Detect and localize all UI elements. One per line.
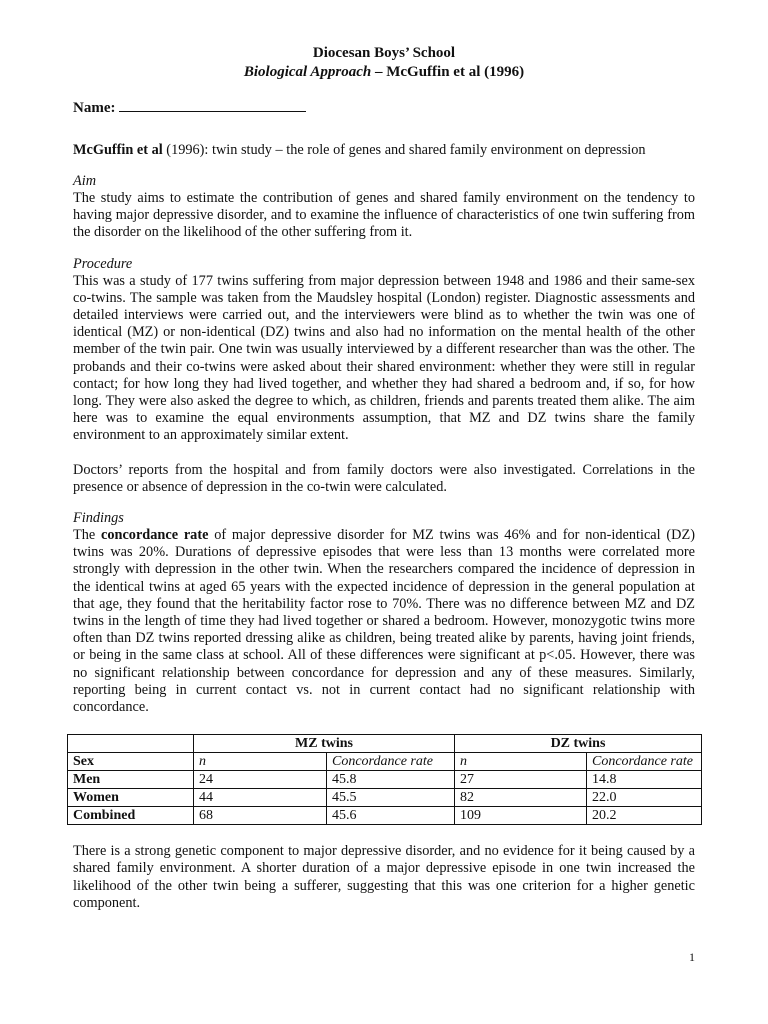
mz-rate-cell: 45.6: [327, 807, 455, 825]
procedure-section: [73, 256, 695, 496]
study-description: (1996): twin study – the role of genes and shared family environment on depression: [162, 142, 646, 158]
findings-paragraph: [73, 527, 695, 716]
mz-rate-cell: 45.5: [327, 789, 455, 807]
table-row: [68, 789, 702, 807]
subtitle-study: – McGuffin et al (1996): [371, 64, 525, 80]
sex-cell: Combined: [68, 807, 194, 825]
table-group-header: [68, 735, 702, 753]
document-subtitle: [73, 63, 695, 82]
concordance-term: concordance rate: [101, 527, 209, 544]
mz-n-cell: 24: [194, 771, 327, 789]
conclusion-paragraph: There is a strong genetic component to major depressive disorder, and no evidence for it being caused by a shared family environment. A shorter duration of a major depressive episode in one twin increased the likelihood of the other twin being a sufferer, suggesting that this was one criterion for a higher genetic component.: [73, 843, 695, 911]
sex-cell: Women: [68, 789, 194, 807]
study-intro: [73, 142, 695, 159]
dz-n-cell: 27: [455, 771, 587, 789]
procedure-paragraph-1: This was a study of 177 twins suffering from major depression between 1948 and 1986 and their same-sex co-twins. The sample was taken from the Maudsley hospital (London) register. Diagnostic assessments and detailed interviews were carried out, and the interviewers were blind as to whether the twin was one of identical (MZ) or non-identical (DZ) twins and also had no information on the mental health of the other member of the twin pair. One twin was usually interviewed by a different researcher than was the other. The probands and their co-twins were asked about their shared environment: whether they were still in regular contact; for how long they had lived together, and whether they had shared a bedroom and, if so, for how long. They were also asked the degree to which, as children, friends and parents treated them alike. The aim here was to examine the equal environments assumption, that MZ and DZ twins share the family environment to an approximately similar extent.: [73, 272, 695, 444]
sex-cell: Men: [68, 771, 194, 789]
dz-n-cell: 82: [455, 789, 587, 807]
sex-column-header: Sex: [68, 753, 194, 771]
study-author: McGuffin et al: [73, 142, 163, 158]
aim-heading: Aim: [73, 173, 97, 189]
mz-group-header: MZ twins: [194, 735, 455, 753]
findings-section: [73, 510, 695, 716]
procedure-heading: Procedure: [73, 255, 133, 272]
aim-section: [73, 173, 695, 242]
dz-rate-cell: 20.2: [587, 807, 702, 825]
document-header: [73, 0, 695, 82]
findings-text: of major depressive disorder for MZ twins was 46% and for non-identical (DZ) twins was 20%. Durations of depressive episodes that were less than 13 months were correlated more strongly with depression in the other twin. When the researchers compared the incidence of depression in the identical twins at aged 65 years with the expected incidence of depression in the general population at that age, they found that the heritability factor rose to 70%. There was no difference between MZ and DZ twins in the length of time they had lived together or shared a bedroom. However, monozygotic twins more often than DZ twins reported dressing alike as children, being treated alike by parents, having joint friends, or being in the same class at school. All of these differences were significant at p<.05. However, there was no significant relationship between concordance for depression and any of these measures. Similarly, reporting being in current contact vs. not in current contact had no significant relationship with concordance.: [73, 527, 695, 716]
table-corner-cell: [68, 735, 194, 753]
table-row: [68, 771, 702, 789]
dz-rate-cell: 22.0: [587, 789, 702, 807]
dz-n-cell: 109: [455, 807, 587, 825]
aim-text: The study aims to estimate the contribution of genes and shared family environment on the tendency to having major depressive disorder, and to examine the influence of characteristics of one twin suffering from the disorder on the likelihood of the other suffering from it.: [73, 190, 695, 241]
dz-n-header: n: [455, 753, 587, 771]
mz-rate-header: Concordance rate: [327, 753, 455, 771]
dz-rate-header: Concordance rate: [587, 753, 702, 771]
procedure-paragraph-2: Doctors’ reports from the hospital and from family doctors were also investigated. Correlations in the presence or absence of depression in the co-twin were calculated.: [73, 461, 695, 495]
table-column-header: [68, 753, 702, 771]
subtitle-approach: Biological Approach: [243, 64, 372, 80]
mz-n-cell: 68: [194, 807, 327, 825]
dz-rate-cell: 14.8: [587, 771, 702, 789]
school-name: Diocesan Boys’ School: [312, 45, 456, 61]
page-number: 1: [689, 950, 695, 964]
mz-n-cell: 44: [194, 789, 327, 807]
name-field-row: [73, 97, 695, 117]
name-blank-line[interactable]: [119, 97, 306, 112]
mz-rate-cell: 45.8: [327, 771, 455, 789]
table-row: [68, 807, 702, 825]
findings-heading: Findings: [73, 510, 124, 527]
findings-lead: The: [73, 527, 102, 544]
concordance-table: [67, 734, 702, 825]
mz-n-header: n: [194, 753, 327, 771]
name-label: Name:: [73, 100, 116, 116]
dz-group-header: DZ twins: [455, 735, 702, 753]
